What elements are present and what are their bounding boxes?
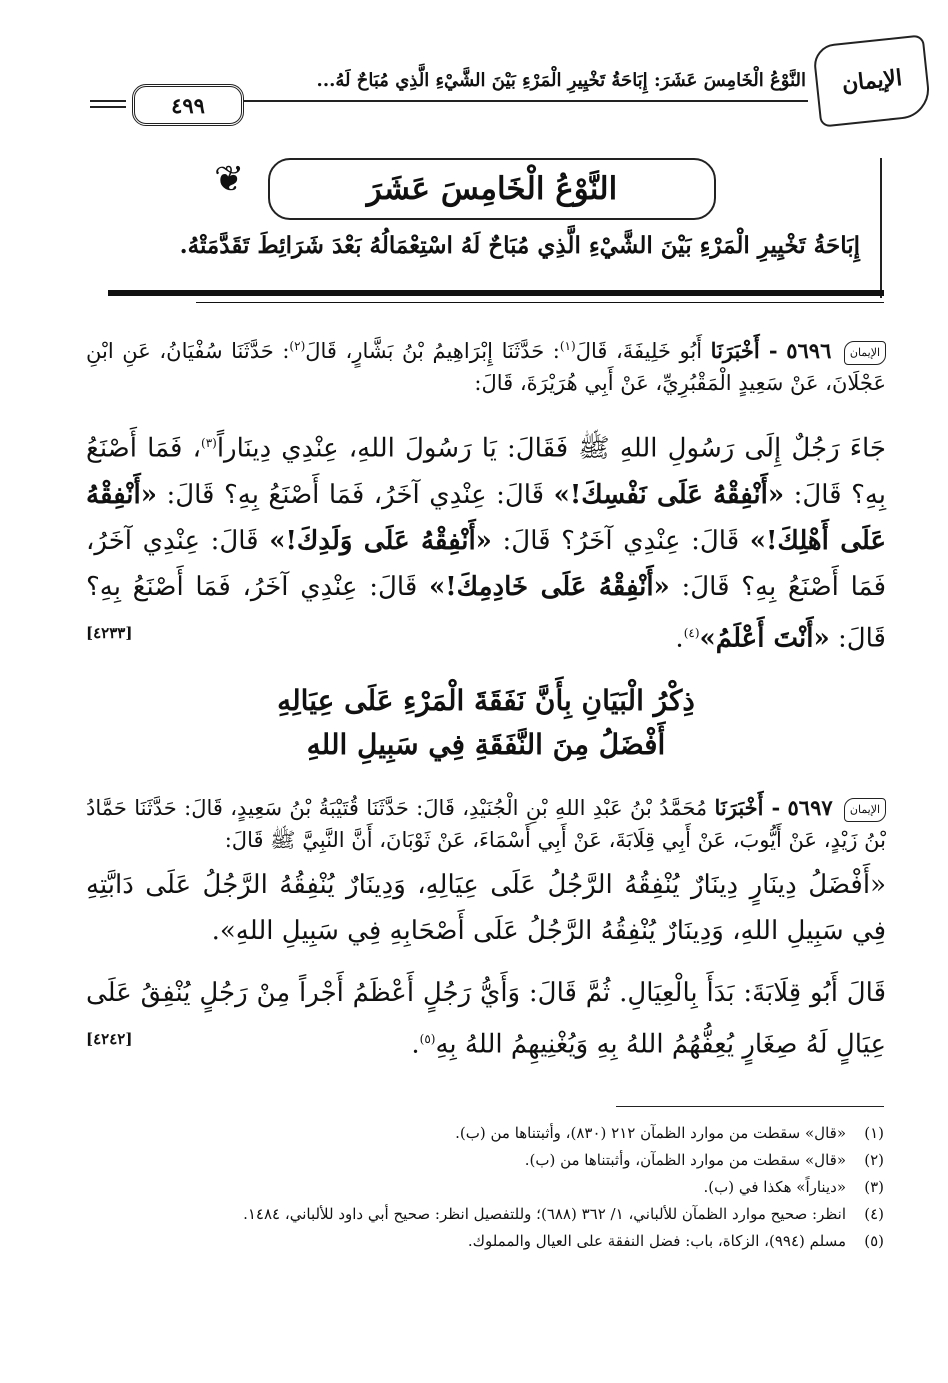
matn-text-e: قَالَ: عِنْدِي آخَرُ، فَمَا أَصْنَعُ بِهِ؟ قَالَ:: [86, 525, 886, 602]
footnote-text: «قال» سقطت من موارد الظمآن، وأثبتناها من (ب).: [524, 1151, 846, 1169]
prophetic-quote-3: «أَنْفِقْهُ عَلَى وَلَدِكَ!»: [269, 525, 492, 556]
header-rule-left: [90, 100, 126, 102]
chapter-title: النَّوْعُ الْخَامِسَ عَشَرَ: [268, 158, 716, 220]
isnad-lead: أَخْبَرَنَا: [714, 795, 764, 820]
footnote-item: [86, 1147, 884, 1174]
header-rule-left-2: [90, 106, 126, 108]
chapter-box: [88, 158, 882, 298]
matn-text-c: قَالَ: عِنْدِي آخَرُ، فَمَا أَصْنَعُ بِهِ؟ قَالَ:: [166, 479, 545, 510]
hadith-5697-isnad: الإيمان ٥٦٩٧ - أَخْبَرَنَا مُحَمَّدُ بْنُ عَبْدِ اللهِ بْنِ الْجُنَيْدِ، قَالَ: حَدَّثَنَا قُتَيْبَةُ بْنُ سَعِيدٍ، قَالَ: حَدَّثَنَا حَمَّادُ بْنُ زَيْدٍ، عَنْ أَيُّوبَ، عَنْ أَبِي قِلَابَةَ، عَنْ أَبِي أَسْمَاءَ، عَنْ ثَوْبَانَ، أَنَّ النَّبِيَّ ﷺ قَالَ:: [86, 795, 886, 852]
chapter-subtitle: إِبَاحَةُ تَخْيِيرِ الْمَرْءِ بَيْنَ الشَّيْءِ الَّذِي مُبَاحٌ لَهُ اسْتِعْمَالُهُ بَعْدَ شَرَائِطَ تَقَدَّمَتْهُ.: [179, 232, 860, 259]
floral-ornament-icon: ❦: [214, 159, 245, 200]
footnote-text: «قال» سقطت من موارد الظمآن ٢١٢ (٨٣٠)، وأثبتناها من (ب).: [455, 1124, 846, 1142]
comment-text: قَالَ أَبُو قِلَابَةَ: بَدَأَ بِالْعِيَالِ. ثُمَّ قَالَ: وَأَيُّ رَجُلٍ أَعْظَمُ أَجْراً مِنْ رَجُلٍ يُنْفِقُ عَلَى عِيَالٍ لَهُ صِغَارٍ يُعِفُّهُمُ اللهُ بِهِ وَيُغْنِيهِمُ اللهُ بِهِ: [86, 978, 886, 1060]
footnote-text: «ديناراً» هكذا في (ب).: [703, 1178, 846, 1196]
footnote-number: (٢): [864, 1151, 884, 1169]
matn-text-d: قَالَ: عِنْدِي آخَرُ؟ قَالَ:: [502, 525, 740, 556]
prophetic-quote-5: «أَنْتَ أَعْلَمُ»: [699, 623, 830, 654]
chapter-thick-rule: [108, 290, 884, 296]
footnote-item: [86, 1228, 884, 1255]
hadith-badge: الإيمان: [844, 798, 886, 822]
footnote-ref-3: (٣): [201, 436, 217, 450]
hadith-5696-reference: [٤٢٣٣]: [86, 624, 133, 642]
hadith-5696-matn: [86, 420, 886, 661]
footnote-number: (١): [864, 1124, 884, 1142]
hadith-number: ٥٦٩٦: [786, 338, 832, 363]
footnote-number: (٥): [864, 1232, 884, 1250]
hadith-5697-reference: [٤٢٤٢]: [86, 1030, 133, 1048]
sentence-end: .: [411, 1029, 420, 1060]
hadith-number: ٥٦٩٧: [787, 795, 833, 820]
page-number: ٤٩٩: [132, 84, 244, 126]
isnad-text: مُحَمَّدُ بْنُ عَبْدِ اللهِ بْنِ الْجُنَيْدِ، قَالَ: حَدَّثَنَا قُتَيْبَةُ بْنُ سَعِيدٍ، قَالَ: حَدَّثَنَا حَمَّادُ بْنُ زَيْدٍ، عَنْ أَيُّوبَ، عَنْ أَبِي قِلَابَةَ، عَنْ أَبِي أَسْمَاءَ، عَنْ ثَوْبَانَ، أَنَّ النَّبِيَّ ﷺ قَالَ:: [86, 796, 886, 852]
footnote-text: مسلم (٩٩٤)، الزكاة، باب: فضل النفقة على العيال والمملوك.: [467, 1232, 846, 1250]
footnote-text: انظر: صحيح موارد الظمآن للألباني، ١/ ٣٦٢ (٦٨٨)؛ وللتفصيل انظر: صحيح أبي داود للألباني، ١٤٨٤.: [243, 1205, 846, 1223]
footnote-ref-5: (٥): [419, 1032, 436, 1046]
footnote-ref-1: (١): [559, 339, 576, 353]
isnad-text-b: : حَدَّثَنَا إِبْرَاهِيمُ بْنُ بَشَّارٍ، قَالَ: [305, 339, 560, 363]
matn-text-f: قَالَ: عِنْدِي آخَرُ، فَمَا أَصْنَعُ بِهِ؟ قَالَ:: [86, 571, 886, 654]
isnad-text-c: : حَدَّثَنَا سُفْيَانُ، عَنِ ابْنِ عَجْلَانَ، عَنْ سَعِيدٍ الْمَقْبُرِيِّ، عَنْ أَبِي هُرَيْرَةَ، قَالَ:: [86, 339, 886, 395]
hadith-5697-matn: «أَفْضَلُ دِينَارٍ دِينَارٌ يُنْفِقُهُ الرَّجُلُ عَلَى عِيَالِهِ، وَدِينَارٌ يُنْفِقُهُ الرَّجُلُ عَلَى دَابَّتِهِ فِي سَبِيلِ اللهِ، وَدِينَارٌ يُنْفِقُهُ الرَّجُلُ عَلَى أَصْحَابِهِ فِي سَبِيلِ اللهِ».: [86, 870, 886, 946]
footnote-number: (٤): [864, 1205, 884, 1223]
prophetic-quote-1: «أَنْفِقْهُ عَلَى نَفْسِكَ!»: [553, 479, 785, 510]
section-heading-line-1: ذِكْرُ الْبَيَانِ بِأَنَّ نَفَقَةَ الْمَرْءِ عَلَى عِيَالِهِ: [277, 684, 695, 717]
footnotes: [86, 1120, 884, 1255]
matn-text-b: ، فَمَا أَصْنَعُ بِهِ؟ قَالَ:: [86, 433, 887, 510]
isnad-lead: أَخْبَرَنَا: [710, 338, 760, 363]
hadith-badge: الإيمان: [844, 341, 886, 365]
hadith-5697-comment: [86, 970, 886, 1068]
hadith-5696-isnad: الإيمان ٥٦٩٦ - أَخْبَرَنَا أَبُو خَلِيفَةَ، قَالَ$^{(١)}$: حَدَّثَنَا إِبْرَاهِيمُ بْنُ بَشَّارٍ، قَالَ$^{(٢)}$: حَدَّثَنَا سُفْيَانُ، عَنِ ابْنِ عَجْلَانَ، عَنْ سَعِيدٍ الْمَقْبُرِيِّ، عَنْ أَبِي هُرَيْرَةَ، قَالَ:: [86, 338, 886, 395]
running-header: [80, 40, 928, 120]
footnote-separator: [616, 1106, 884, 1107]
footnote-item: [86, 1120, 884, 1147]
footnote-item: [86, 1174, 884, 1201]
section-heading-line-2: أَفْضَلُ مِنَ النَّفَقَةِ فِي سَبِيلِ اللهِ: [306, 728, 666, 761]
footnote-number: (٣): [864, 1178, 884, 1196]
running-title: النَّوْعُ الْخَامِسَ عَشَرَ: إِبَاحَةُ تَخْيِيرِ الْمَرْءِ بَيْنَ الشَّيْءِ الَّذِي مُبَاحٌ لَهُ...: [316, 70, 806, 91]
sentence-end: .: [675, 623, 684, 654]
prophetic-quote-2: «أَنْفِقْهُ عَلَى أَهْلِكَ!»: [86, 479, 887, 556]
chapter-thin-rule: [196, 302, 884, 303]
isnad-text-a: أَبُو خَلِيفَةَ، قَالَ: [575, 339, 703, 363]
prophetic-quote-4: «أَنْفِقْهُ عَلَى خَادِمِكَ!»: [429, 571, 670, 602]
footnote-ref-2: (٢): [289, 339, 306, 353]
matn-text-a: جَاءَ رَجُلٌ إِلَى رَسُولِ اللهِ ﷺ فَقَالَ: يَا رَسُولَ اللهِ، عِنْدِي دِينَاراً: [216, 433, 886, 464]
footnote-item: [86, 1201, 884, 1228]
footnote-ref-4: (٤): [683, 625, 700, 640]
book-corner-label: الإيمان: [812, 34, 932, 127]
header-rule: [210, 100, 808, 102]
